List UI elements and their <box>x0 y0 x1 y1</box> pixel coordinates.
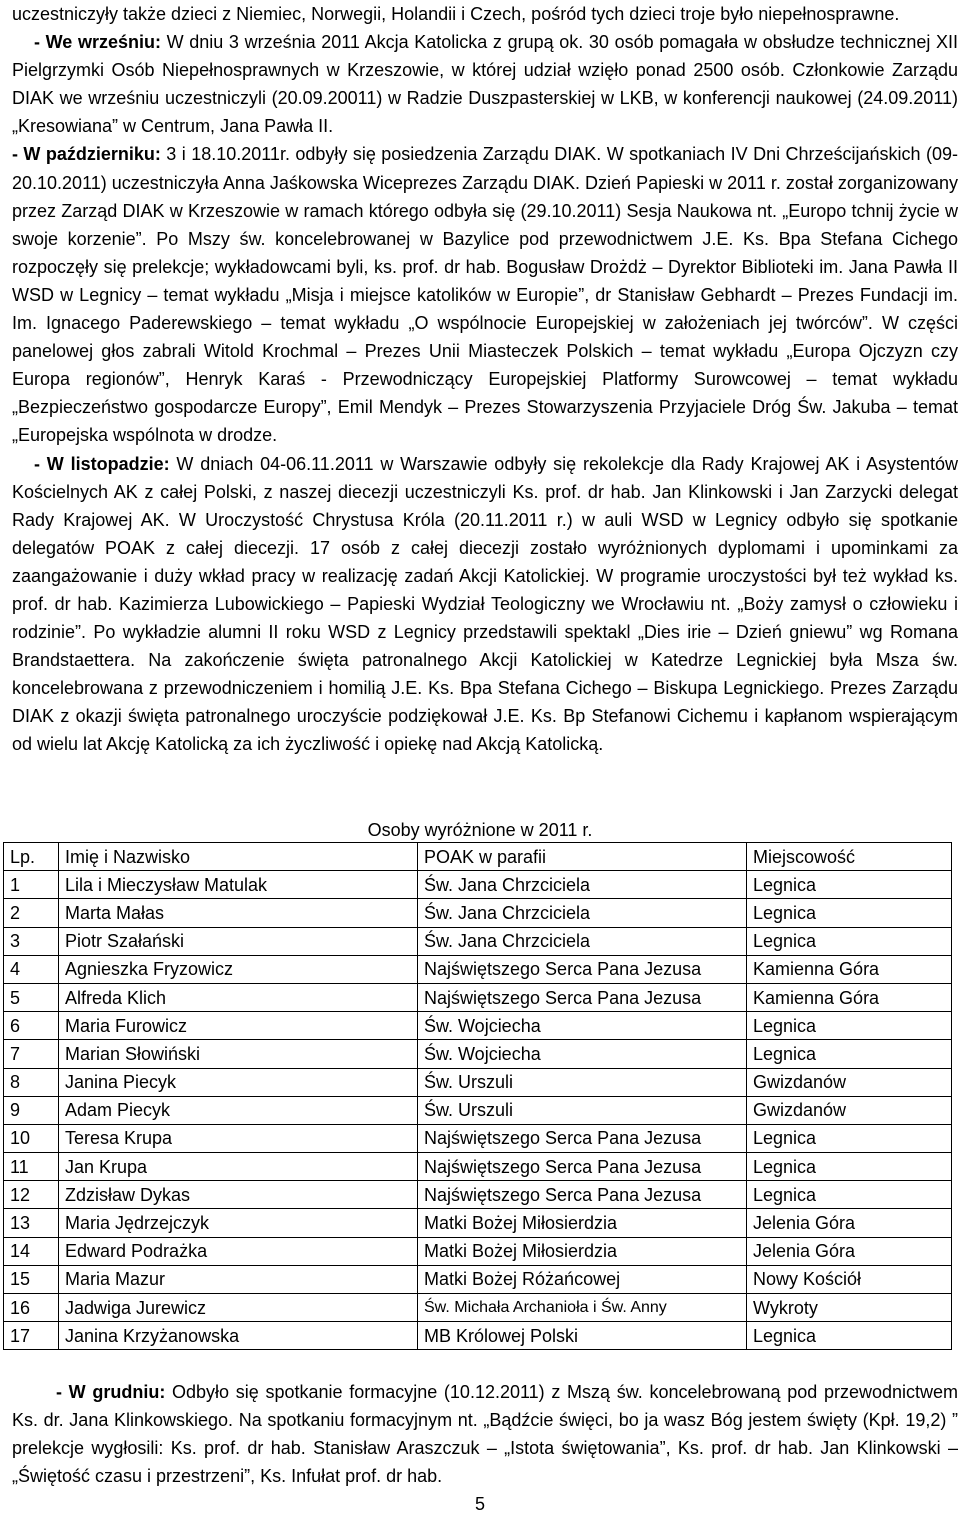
cell-town: Jelenia Góra <box>747 1209 952 1237</box>
cell-name: Janina Krzyżanowska <box>59 1322 418 1350</box>
cell-parish: Najświętszego Serca Pana Jezusa <box>418 1181 747 1209</box>
table-row <box>4 899 952 927</box>
body-paragraph-december <box>12 1378 958 1490</box>
cell-name: Maria Furowicz <box>59 1012 418 1040</box>
cell-name: Lila i Mieczysław Matulak <box>59 871 418 899</box>
table-row <box>4 983 952 1011</box>
cell-number: 8 <box>4 1068 59 1096</box>
paragraph-text: uczestniczyły także dzieci z Niemiec, Norwegii, Holandii i Czech, pośród tych dzieci troje było niepełnosprawne. <box>12 4 900 24</box>
cell-number: 10 <box>4 1124 59 1152</box>
body-paragraph-top <box>12 0 958 759</box>
cell-parish: Św. Wojciecha <box>418 1040 747 1068</box>
cell-number: 1 <box>4 871 59 899</box>
cell-number: 14 <box>4 1237 59 1265</box>
honorees-table <box>3 842 952 1350</box>
month-heading-september: - We wrześniu: <box>34 32 161 53</box>
cell-number: 12 <box>4 1181 59 1209</box>
cell-town: Gwizdanów <box>747 1096 952 1124</box>
cell-town: Jelenia Góra <box>747 1237 952 1265</box>
cell-name: Marian Słowiński <box>59 1040 418 1068</box>
table-caption: Osoby wyróżnione w 2011 r. <box>367 820 593 840</box>
cell-number: 11 <box>4 1153 59 1181</box>
table-row <box>4 927 952 955</box>
table-header-row <box>4 843 952 871</box>
paragraph-text: 3 i 18.10.2011r. odbyły się posiedzenia Zarządu DIAK. W spotkaniach IV Dni Chrześcijańskich (09-20.10.2011) uczestniczyła Anna Jaśkowska Wiceprezes Zarządu DIAK. Dzień Papieski w 2011 r. został zorganizowany przez Zarząd DIAK w Krzeszowie w ramach którego odbyła się (29.10.2011) Sesja Naukowa nt. „Europo tchnij życie w swoje korzenie”. Po Mszy św. koncelebrowanej w Bazylice pod przewodnictwem J.E. Ks. Bpa Stefana Cichego rozpoczęły się prelekcje; wykładowcami byli, ks. prof. dr hab. Bogusław Drożdż – Dyrektor Biblioteki im. Jana Pawła II WSD w Legnicy – temat wykładu „Misja i miejsce katolików w Europie”, dr Stanisław Gebhardt – Prezes Fundacji im. Im. Ignacego Paderewskiego – temat wykładu „O wspólnocie Europejskiej w założeniach jej twórców”. W części panelowej głos zabrali Witold Krochmal – Prezes Unii Miasteczek Polskich – temat wykładu „Europa Ojczyzn czy Europa regionów”, Henryk Karaś - Przewodniczący Europejskiej Platformy Surowcowej – temat wykładu „Bezpieczeństwo gospodarcze Europy”, Emil Mendyk – Prezes Stowarzyszenia Przyjaciele Dróg Św. Jakuba – temat „Europejska wspólnota w drodze. <box>12 144 959 446</box>
cell-name: Agnieszka Fryzowicz <box>59 955 418 983</box>
month-heading-october: - W październiku: <box>12 144 161 165</box>
cell-town: Wykroty <box>747 1294 952 1322</box>
cell-name: Adam Piecyk <box>59 1096 418 1124</box>
table-row <box>4 1040 952 1068</box>
cell-town: Legnica <box>747 1040 952 1068</box>
cell-number: 2 <box>4 899 59 927</box>
cell-town: Kamienna Góra <box>747 983 952 1011</box>
cell-parish: MB Królowej Polski <box>418 1322 747 1350</box>
cell-name: Jadwiga Jurewicz <box>59 1294 418 1322</box>
cell-town: Gwizdanów <box>747 1068 952 1096</box>
table-row <box>4 1068 952 1096</box>
cell-town: Legnica <box>747 871 952 899</box>
cell-number: 4 <box>4 955 59 983</box>
cell-parish: Matki Bożej Miłosierdzia <box>418 1237 747 1265</box>
paragraph-text: W dniu 3 września 2011 Akcja Katolicka z grupą ok. 30 osób pomagała w obsłudze technicznej XII Pielgrzymki Osób Niepełnosprawnych w Krzeszowie, w której udział wzięło ponad 2500 osób. Członkowie Zarządu DIAK we wrześniu uczestniczyli (20.09.20011) w Radzie Duszpasterskiej w LKB, w konferencji naukowej (24.09.2011) „Kresowiana” w Centrum, Jana Pawła II. <box>12 32 958 137</box>
cell-parish: Najświętszego Serca Pana Jezusa <box>418 1124 747 1152</box>
cell-name: Zdzisław Dykas <box>59 1181 418 1209</box>
cell-number: 6 <box>4 1012 59 1040</box>
cell-parish: Św. Michała Archanioła i Św. Anny <box>418 1294 747 1322</box>
paragraph-text: W dniach 04-06.11.2011 w Warszawie odbyły się rekolekcje dla Rady Krajowej AK i Asystentów Kościelnych AK z całej Polski, z naszej diecezji uczestniczyli Ks. prof. dr hab. Jan Klinkowski i Jan Zarzycki delegat Rady Krajowej AK. W Uroczystość Chrystusa Króla (20.11.2011 r.) w auli WSD w Legnicy odbyło się spotkanie delegatów POAK z całej diecezji. 17 osób z całej diecezji zostało wyróżnionych dyplomami i upominkami za zaangażowanie i duży wkład pracy w realizację zadań Akcji Katolickiej. W programie uroczystości był też wykład ks. prof. dr hab. Kazimierza Lubowickiego – Papieski Wydział Teologiczny we Wrocławiu nt. „Boży zamysł o człowieku i rodzinie”. Po wykładzie alumni II roku WSD z Legnicy przedstawili spektakl „Dies irie – Dzień gniewu” wg Romana Brandstaettera. Na zakończenie święta patronalnego Akcji Katolickiej w Katedrze Legnickiej była Msza św. koncelebrowana z przewodniczeniem i homilią J.E. Ks. Bpa Stefana Cichego – Biskupa Legnickiego. Prezes Zarządu DIAK z okazji święta patronalnego uroczyście podziękował J.E. Ks. Bp Stefanowi Cichemu i kapłanom wspierającym od wielu lat Akcję Katolicką za ich życzliwość i opiekę nad Akcją Katolicką. <box>12 453 959 755</box>
cell-number: 16 <box>4 1294 59 1322</box>
cell-number: 3 <box>4 927 59 955</box>
table-row <box>4 1012 952 1040</box>
table-row <box>4 1181 952 1209</box>
table-row <box>4 1294 952 1322</box>
cell-town: Legnica <box>747 1124 952 1152</box>
cell-name: Marta Małas <box>59 899 418 927</box>
cell-number: 5 <box>4 983 59 1011</box>
page-number: 5 <box>474 1494 485 1514</box>
cell-town: Kamienna Góra <box>747 955 952 983</box>
cell-town: Legnica <box>747 1181 952 1209</box>
cell-town: Legnica <box>747 1012 952 1040</box>
cell-parish: Św. Urszuli <box>418 1068 747 1096</box>
table-row <box>4 1265 952 1293</box>
cell-name: Alfreda Klich <box>59 983 418 1011</box>
header-cell-number: Lp. <box>4 843 59 871</box>
cell-name: Maria Jędrzejczyk <box>59 1209 418 1237</box>
cell-name: Piotr Szałański <box>59 927 418 955</box>
cell-parish: Matki Bożej Miłosierdzia <box>418 1209 747 1237</box>
header-cell-town: Miejscowość <box>747 843 952 871</box>
cell-town: Legnica <box>747 899 952 927</box>
cell-town: Legnica <box>747 1322 952 1350</box>
paragraph-text: Odbyło się spotkanie formacyjne (10.12.2011) z Mszą św. koncelebrowaną pod przewodnictwem Ks. dr. Jana Klinkowskiego. Na spotkaniu formacyjnym nt. „Bądźcie święci, bo ja wasz Bóg jestem święty (Kpł. 19,2) ” prelekcje wygłosili: Ks. prof. dr hab. Stanisław Araszczuk – „Istota świętowania”, Ks. prof. dr hab. Jan Klinkowski – „Świętość czasu i przestrzeni”, Ks. Infułat prof. dr hab. <box>12 1382 958 1487</box>
cell-name: Janina Piecyk <box>59 1068 418 1096</box>
cell-number: 9 <box>4 1096 59 1124</box>
table-row <box>4 1209 952 1237</box>
table-row <box>4 1322 952 1350</box>
cell-name: Jan Krupa <box>59 1153 418 1181</box>
cell-town: Legnica <box>747 1153 952 1181</box>
header-cell-parish: POAK w parafii <box>418 843 747 871</box>
table-row <box>4 1237 952 1265</box>
table-row <box>4 1153 952 1181</box>
cell-name: Edward Podrażka <box>59 1237 418 1265</box>
cell-parish: Matki Bożej Różańcowej <box>418 1265 747 1293</box>
cell-name: Maria Mazur <box>59 1265 418 1293</box>
month-heading-december: - W grudniu: <box>56 1382 166 1402</box>
cell-number: 15 <box>4 1265 59 1293</box>
header-cell-name: Imię i Nazwisko <box>59 843 418 871</box>
cell-number: 7 <box>4 1040 59 1068</box>
cell-parish: Św. Jana Chrzciciela <box>418 871 747 899</box>
cell-parish: Św. Jana Chrzciciela <box>418 899 747 927</box>
cell-number: 17 <box>4 1322 59 1350</box>
cell-town: Nowy Kościół <box>747 1265 952 1293</box>
cell-parish: Najświętszego Serca Pana Jezusa <box>418 955 747 983</box>
table-row <box>4 871 952 899</box>
cell-parish: Św. Jana Chrzciciela <box>418 927 747 955</box>
cell-parish: Najświętszego Serca Pana Jezusa <box>418 983 747 1011</box>
cell-number: 13 <box>4 1209 59 1237</box>
month-heading-november: - W listopadzie: <box>34 453 170 474</box>
table-row <box>4 955 952 983</box>
cell-parish: Najświętszego Serca Pana Jezusa <box>418 1153 747 1181</box>
table-row <box>4 1124 952 1152</box>
table-row <box>4 1096 952 1124</box>
cell-name: Teresa Krupa <box>59 1124 418 1152</box>
cell-town: Legnica <box>747 927 952 955</box>
cell-parish: Św. Urszuli <box>418 1096 747 1124</box>
cell-parish: Św. Wojciecha <box>418 1012 747 1040</box>
